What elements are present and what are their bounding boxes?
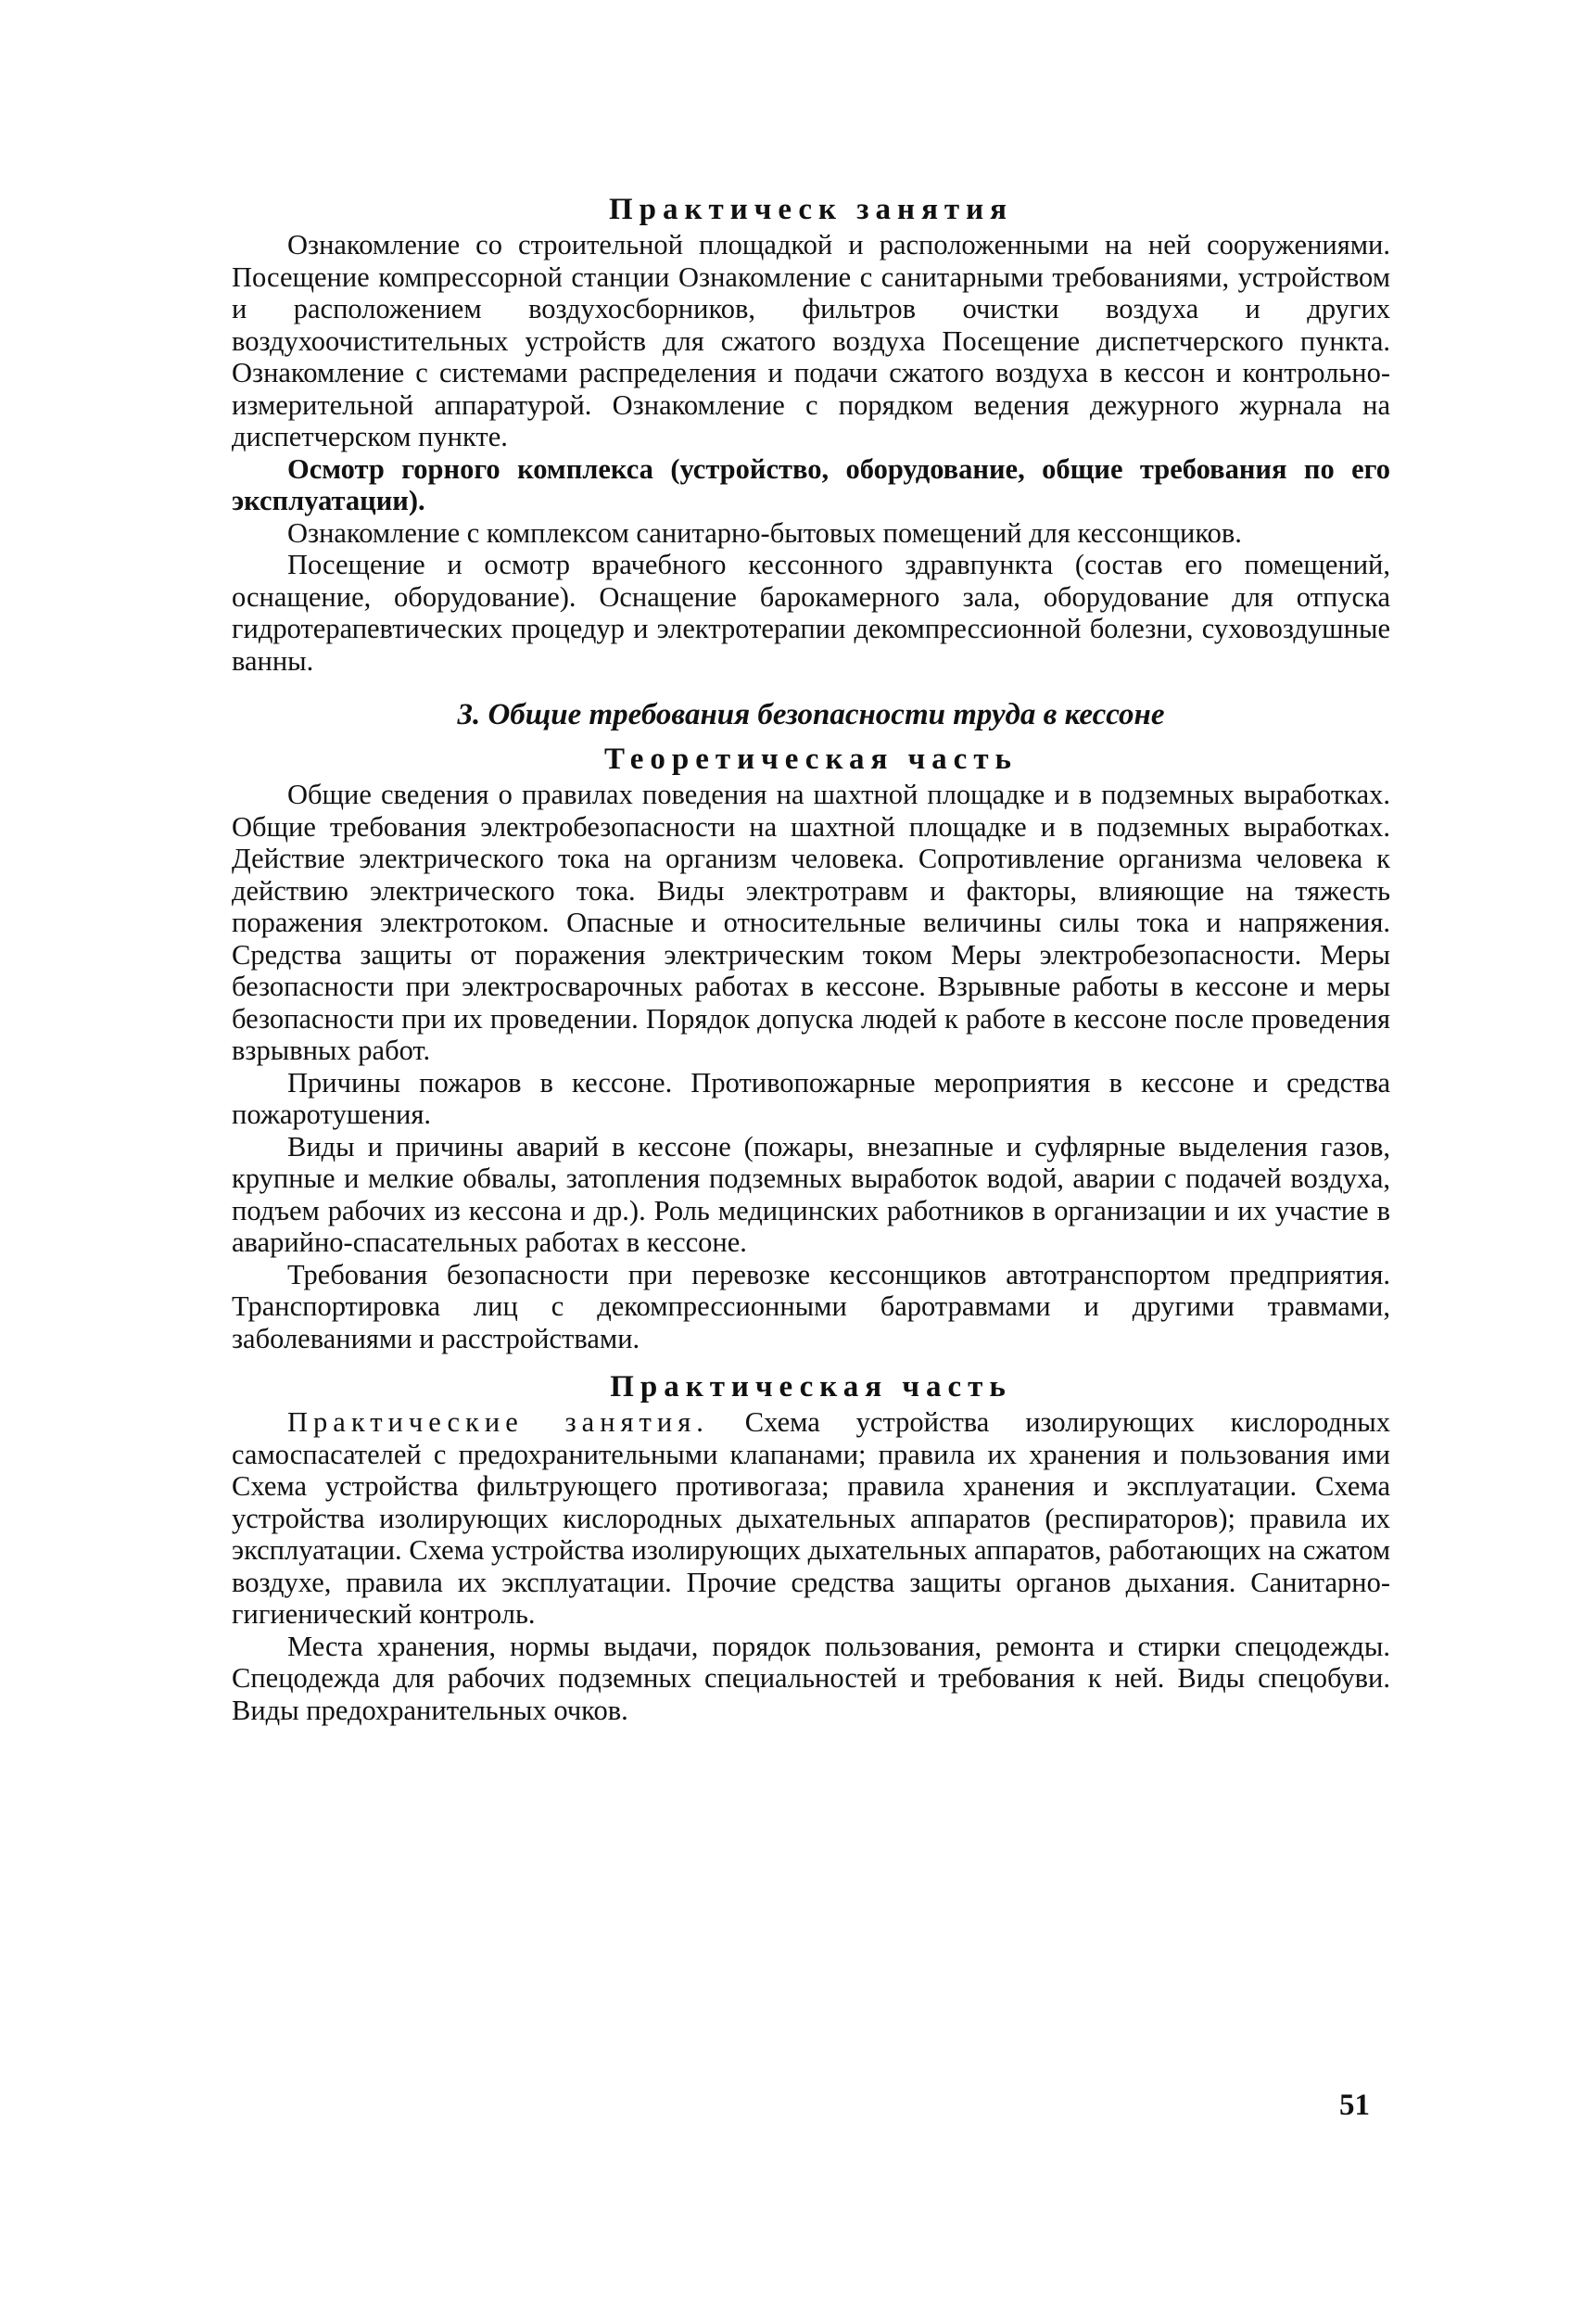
paragraph: Места хранения, нормы выдачи, порядок пользования, ремонта и стирки спецодежды. Спецодежда для рабочих подземных специальностей и требования к ней. Виды спецобуви. Виды предохранительных очков. [232, 1630, 1390, 1726]
section-title: 3. Общие требования безопасности труда в кессоне [457, 698, 1165, 731]
paragraph: Требования безопасности при перевозке кессонщиков автотранспортом предприятия. Транспортировка лиц с декомпрессионными баротравмами и другими травмами, заболеваниями и расстройствами. [232, 1258, 1390, 1354]
paragraph [232, 1406, 1390, 1631]
practice-heading: Практическая часть [610, 1370, 1012, 1404]
paragraph: Ознакомление со строительной площадкой и расположенными на ней сооружениями. Посещение компрессорной станции Ознакомление с санитарными требованиями, устройством и расположением воздухосборников, фильтров очистки воздуха и других воздухоочистительных устройств для сжатого воздуха Посещение диспетчерского пункта. Ознакомление с системами распределения и подачи сжатого воздуха в кессон и контрольно-измерительной аппаратурой. Ознакомление с порядком ведения дежурного журнала на диспетчерском пункте. [232, 229, 1390, 452]
page-number: 51 [1339, 2089, 1370, 2122]
paragraph: Причины пожаров в кессоне. Противопожарные мероприятия в кессоне и средства пожаротушения. [232, 1066, 1390, 1130]
practice-heading-top: Практическ занятия [608, 193, 1014, 226]
paragraph: Ознакомление с комплексом санитарно-бытовых помещений для кессонщиков. [287, 516, 1242, 549]
paragraph-body: Схема устройства изолирующих кислородных самоспасателей с предохранительными клапанами; правила их хранения и пользования ими Схема устройства фильтрующего противогаза; правила хранения и эксплуатации. Схема устройства изолирующих кислородных дыхательных аппаратов (респираторов); правила их эксплуатации. Схема устройства изолирующих дыхательных аппаратов, работающих на сжатом воздухе, правила их эксплуатации. Прочие средства защиты органов дыхания. Санитарно-гигиенический контроль. [232, 1406, 1390, 1630]
paragraph: Общие сведения о правилах поведения на шахтной площадке и в подземных выработках. Общие требования электробезопасности на шахтной площадке и в подземных выработках. Действие электрического тока на организм человека. Сопротивление организма человека к действию электрического тока. Виды электротравм и факторы, влияющие на тяжесть поражения электротоком. Опасные и относительные величины силы тока и напряжения. Средства защиты от поражения электрическим током Меры электробезопасности. Меры безопасности при электросварочных работах в кессоне. Взрывные работы в кессоне и меры безопасности при их проведении. Порядок допуска людей к работе в кессоне после проведения взрывных работ. [232, 779, 1390, 1066]
paragraph: Виды и причины аварий в кессоне (пожары, внезапные и суфлярные выделения газов, крупные и мелкие обвалы, затопления подземных выработок водой, аварии с подачей воздуха, подъем рабочих из кессона и др.). Роль медицинских работников в организации и их участие в аварийно-спасательных работах в кессоне. [232, 1130, 1390, 1258]
theory-heading: Теоретическая часть [604, 743, 1018, 776]
practice-lead: Практические занятия. [287, 1406, 709, 1438]
page-content [232, 190, 1390, 1726]
paragraph: Посещение и осмотр врачебного кессонного здравпункта (состав его помещений, оснащение, оборудование). Оснащение барокамерного зала, оборудование для отпуска гидротерапевтических процедур и электротерапии декомпрессионной болезни, суховоздушные ванны. [232, 549, 1390, 677]
paragraph: Осмотр горного комплекса (устройство, оборудование, общие требования по его эксплуатации). [232, 452, 1390, 516]
